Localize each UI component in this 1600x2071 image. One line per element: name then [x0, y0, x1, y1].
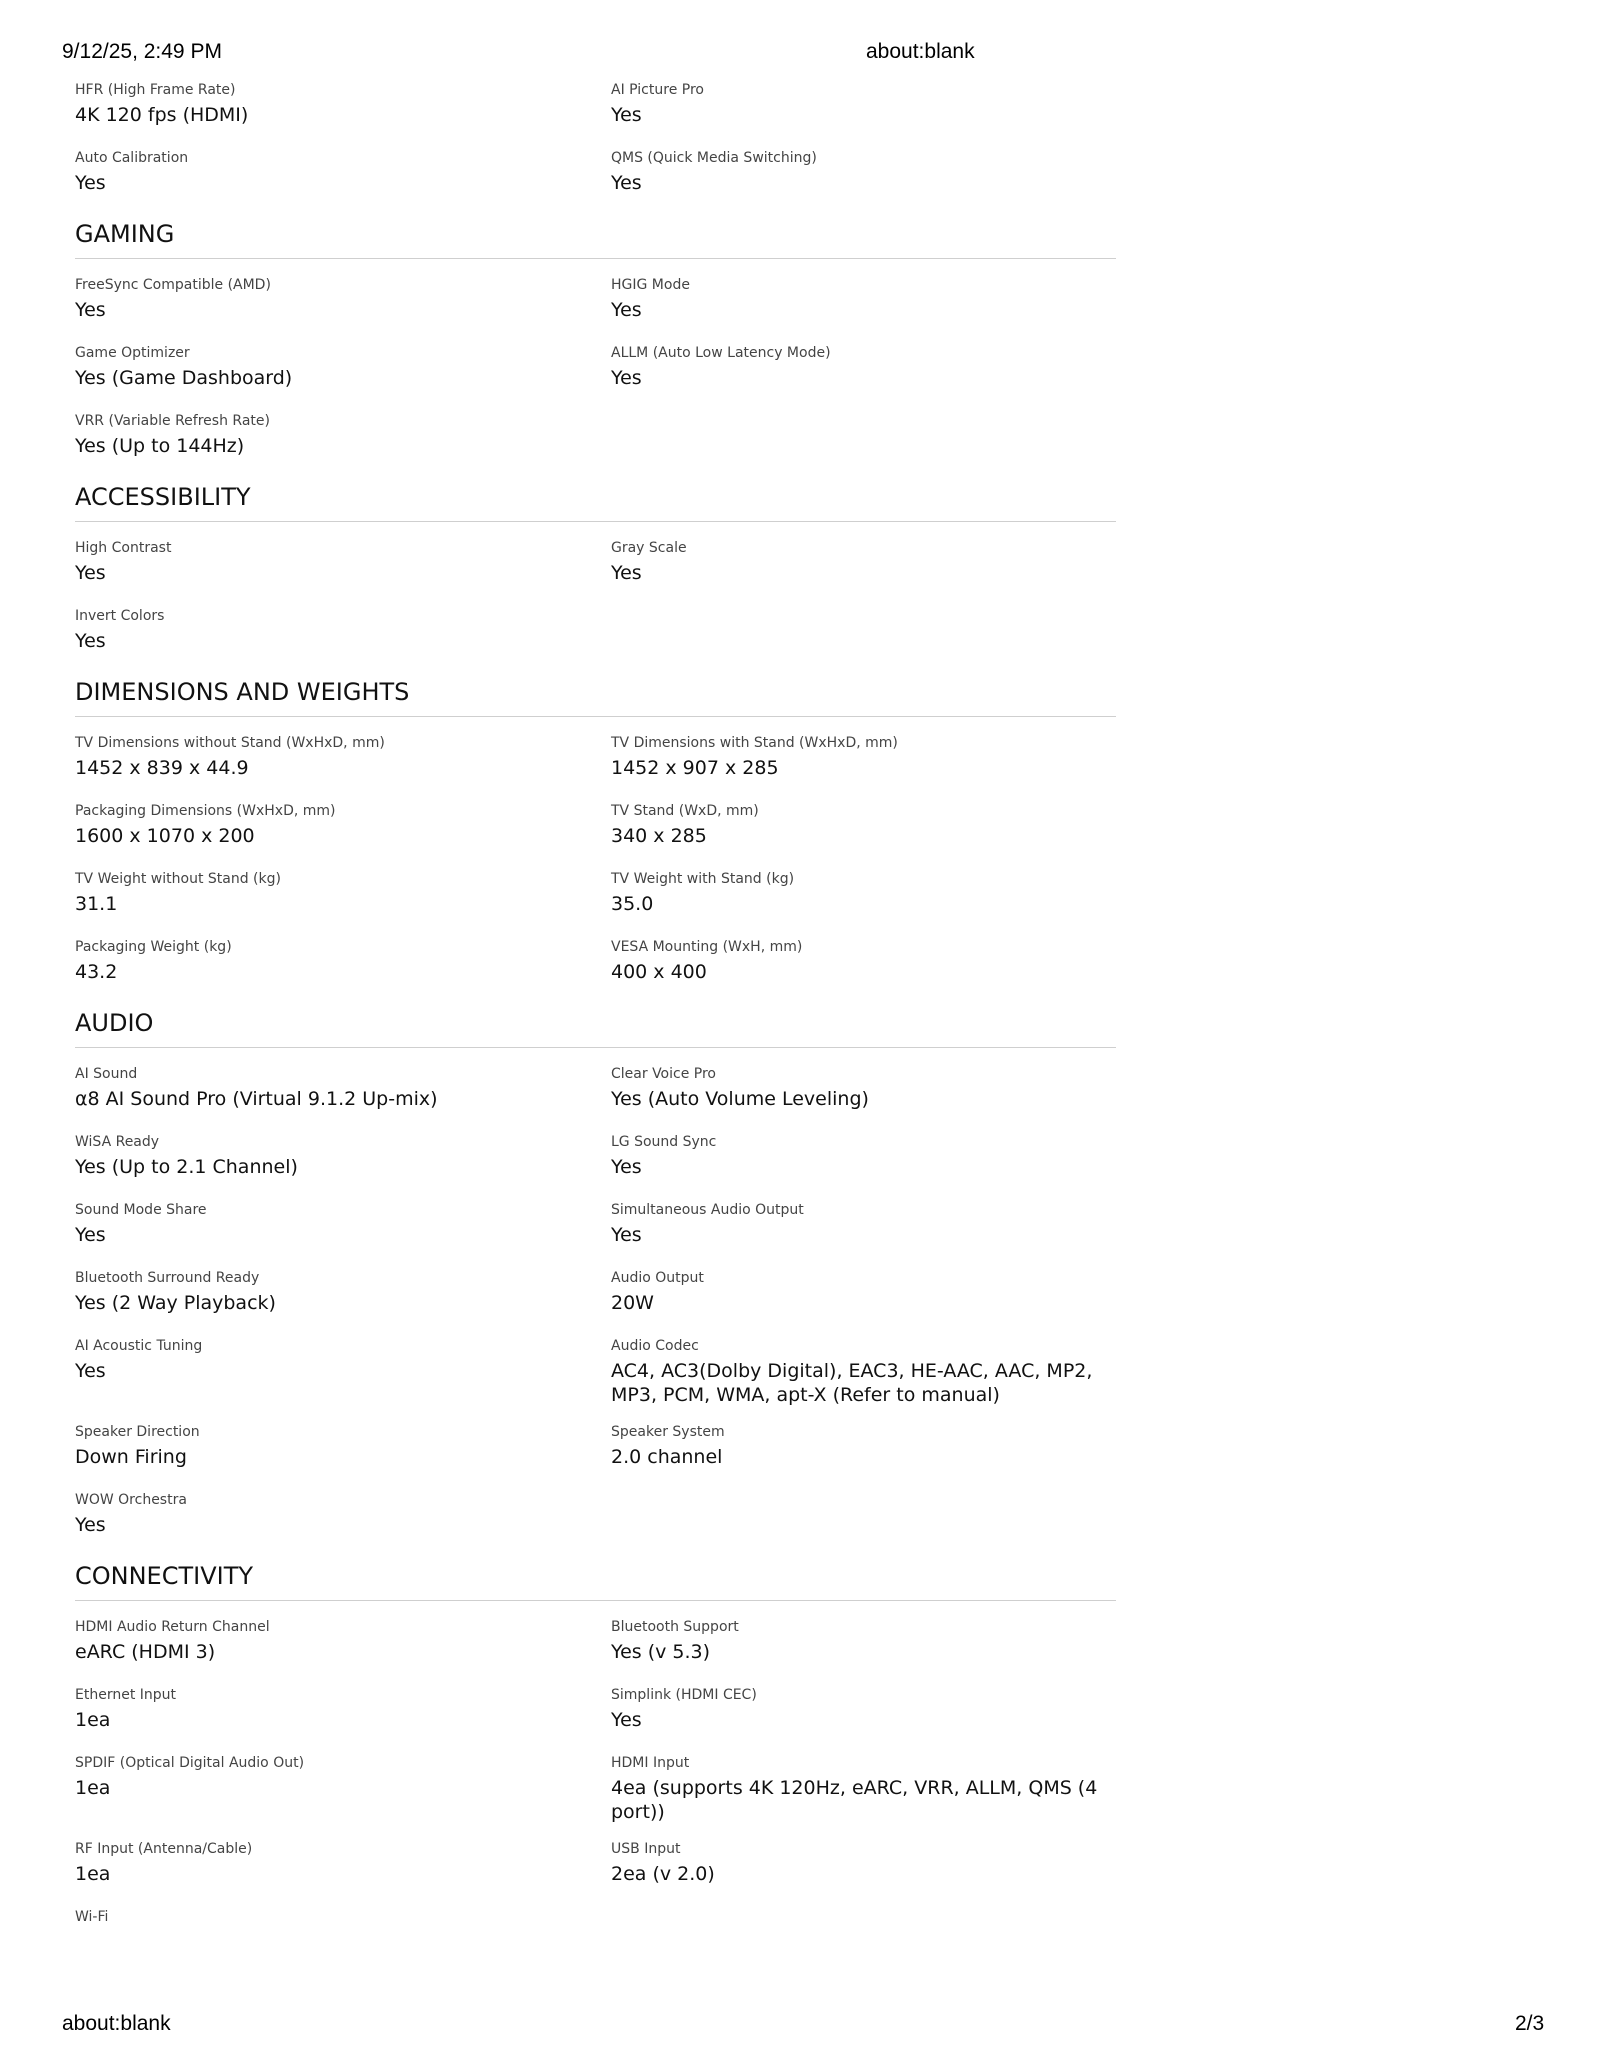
spec-value: Yes	[611, 367, 642, 389]
spec-section	[75, 1561, 1116, 1960]
spec-label: HGIG Mode	[611, 277, 690, 293]
spec-label: FreeSync Compatible (AMD)	[75, 277, 271, 293]
spec-label: AI Sound	[75, 1066, 138, 1082]
page-number: 2/3	[1515, 2012, 1545, 2035]
spec-item	[75, 1490, 611, 1543]
spec-sheet	[75, 80, 1116, 1960]
spec-label: RF Input (Antenna/Cable)	[75, 1841, 253, 1857]
spec-item	[611, 1753, 1116, 1824]
spec-label: Gray Scale	[611, 540, 687, 556]
section-title: CONNECTIVITY	[75, 1561, 1116, 1601]
spec-item	[611, 148, 1116, 201]
spec-value: Yes	[75, 630, 106, 652]
spec-value: Down Firing	[75, 1446, 187, 1468]
spec-label: AI Acoustic Tuning	[75, 1338, 203, 1354]
spec-label: LG Sound Sync	[611, 1134, 717, 1150]
spec-label: VRR (Variable Refresh Rate)	[75, 413, 270, 429]
spec-item	[611, 1268, 1116, 1321]
spec-section	[75, 1008, 1116, 1543]
spec-item	[75, 801, 611, 854]
spec-item	[611, 869, 1116, 922]
spec-item	[75, 1336, 611, 1407]
spec-value: α8 AI Sound Pro (Virtual 9.1.2 Up-mix)	[75, 1088, 438, 1110]
spec-value: Yes	[611, 172, 642, 194]
spec-item	[611, 538, 1116, 591]
spec-section	[75, 677, 1116, 990]
spec-value: Yes	[75, 172, 106, 194]
spec-item	[75, 343, 611, 396]
spec-value: Yes (v 5.3)	[611, 1641, 711, 1663]
spec-value: Yes	[75, 562, 106, 584]
print-header	[0, 40, 1600, 66]
spec-label: TV Weight without Stand (kg)	[75, 871, 281, 887]
spec-label: Audio Output	[611, 1270, 704, 1286]
section-title: DIMENSIONS AND WEIGHTS	[75, 677, 1116, 717]
spec-item	[75, 538, 611, 591]
spec-label: Audio Codec	[611, 1338, 699, 1354]
spec-value: 35.0	[611, 893, 654, 915]
spec-value: Yes	[75, 1514, 106, 1536]
spec-label: Simultaneous Audio Output	[611, 1202, 804, 1218]
spec-value: 1452 x 907 x 285	[611, 757, 779, 779]
spec-label: HFR (High Frame Rate)	[75, 82, 236, 98]
spec-item	[611, 1336, 1116, 1407]
spec-label: USB Input	[611, 1841, 681, 1857]
spec-label: WiSA Ready	[75, 1134, 160, 1150]
section-grid	[75, 538, 1116, 659]
spec-value: 1600 x 1070 x 200	[75, 825, 255, 847]
section-title: GAMING	[75, 219, 1116, 259]
spec-item	[611, 80, 1116, 133]
spec-label: Invert Colors	[75, 608, 165, 624]
spec-value: 43.2	[75, 961, 118, 983]
spec-label: Simplink (HDMI CEC)	[611, 1687, 757, 1703]
spec-label: Clear Voice Pro	[611, 1066, 716, 1082]
spec-label: HDMI Audio Return Channel	[75, 1619, 270, 1635]
spec-label: Auto Calibration	[75, 150, 189, 166]
section-grid	[75, 733, 1116, 990]
spec-item	[75, 1617, 611, 1670]
spec-value: Yes	[611, 1709, 642, 1731]
print-url: about:blank	[866, 40, 975, 63]
spec-value: 400 x 400	[611, 961, 707, 983]
spec-label: Game Optimizer	[75, 345, 190, 361]
spec-value: Yes	[75, 1360, 106, 1382]
spec-item	[75, 80, 611, 133]
spec-label: High Contrast	[75, 540, 172, 556]
spec-label: TV Weight with Stand (kg)	[611, 871, 795, 887]
spec-item	[75, 148, 611, 201]
spec-value: Yes	[611, 1156, 642, 1178]
spec-item	[611, 275, 1116, 328]
spec-value: 1ea	[75, 1709, 111, 1731]
spec-item	[75, 733, 611, 786]
spec-item	[75, 606, 611, 659]
spec-item	[611, 1422, 1116, 1475]
spec-label: TV Dimensions without Stand (WxHxD, mm)	[75, 735, 385, 751]
spec-value: 4K 120 fps (HDMI)	[75, 104, 249, 126]
footer-url: about:blank	[62, 2012, 171, 2035]
spec-value: Yes	[611, 299, 642, 321]
section-grid	[75, 1064, 1116, 1543]
spec-value: AC4, AC3(Dolby Digital), EAC3, HE-AAC, AAC, MP2, MP3, PCM, WMA, apt-X (Refer to manual)	[611, 1360, 1093, 1406]
spec-label: Packaging Dimensions (WxHxD, mm)	[75, 803, 336, 819]
spec-value: Yes	[611, 104, 642, 126]
spec-value: Yes	[75, 1224, 106, 1246]
spec-section	[75, 219, 1116, 464]
spec-label: Bluetooth Support	[611, 1619, 739, 1635]
spec-value: 340 x 285	[611, 825, 707, 847]
spec-item	[611, 1685, 1116, 1738]
spec-value: Yes (2 Way Playback)	[75, 1292, 276, 1314]
spec-value: 31.1	[75, 893, 118, 915]
spec-item	[75, 937, 611, 990]
spec-label: Packaging Weight (kg)	[75, 939, 232, 955]
spec-item	[75, 1422, 611, 1475]
spec-item	[75, 1268, 611, 1321]
spec-item	[75, 275, 611, 328]
spec-value: Yes (Up to 144Hz)	[75, 435, 245, 457]
spec-item	[611, 1617, 1116, 1670]
section-grid	[75, 275, 1116, 464]
spec-item	[75, 1685, 611, 1738]
spec-item	[611, 343, 1116, 396]
spec-label: ALLM (Auto Low Latency Mode)	[611, 345, 831, 361]
spec-item	[75, 1132, 611, 1185]
section-grid	[75, 1617, 1116, 1960]
spec-value: 1ea	[75, 1777, 111, 1799]
spec-value: Yes	[75, 299, 106, 321]
spec-item	[75, 1064, 611, 1117]
spec-label: TV Dimensions with Stand (WxHxD, mm)	[611, 735, 898, 751]
spec-item	[611, 801, 1116, 854]
spec-label: Sound Mode Share	[75, 1202, 207, 1218]
spec-label: Speaker Direction	[75, 1424, 200, 1440]
spec-item	[611, 937, 1116, 990]
top-specs-grid	[75, 80, 1116, 201]
spec-value: 2.0 channel	[611, 1446, 723, 1468]
print-datetime: 9/12/25, 2:49 PM	[62, 40, 222, 63]
spec-value: 20W	[611, 1292, 654, 1314]
spec-item	[75, 411, 611, 464]
spec-item	[611, 1200, 1116, 1253]
spec-value: Yes (Auto Volume Leveling)	[611, 1088, 869, 1110]
spec-value: 1452 x 839 x 44.9	[75, 757, 249, 779]
spec-item	[611, 1839, 1116, 1892]
spec-label: AI Picture Pro	[611, 82, 704, 98]
spec-value: Yes (Game Dashboard)	[75, 367, 293, 389]
spec-label: Bluetooth Surround Ready	[75, 1270, 260, 1286]
spec-sections	[75, 219, 1116, 1960]
spec-item	[75, 1907, 611, 1960]
spec-value: 2ea (v 2.0)	[611, 1863, 715, 1885]
spec-item	[75, 1200, 611, 1253]
spec-value: 1ea	[75, 1863, 111, 1885]
spec-label: VESA Mounting (WxH, mm)	[611, 939, 803, 955]
spec-label: Speaker System	[611, 1424, 725, 1440]
spec-label: HDMI Input	[611, 1755, 690, 1771]
spec-item	[75, 1839, 611, 1892]
spec-item	[75, 1753, 611, 1824]
print-footer	[0, 2012, 1600, 2038]
spec-item	[611, 1132, 1116, 1185]
spec-item	[611, 1064, 1116, 1117]
spec-value: Yes	[611, 1224, 642, 1246]
section-title: AUDIO	[75, 1008, 1116, 1048]
spec-value: eARC (HDMI 3)	[75, 1641, 216, 1663]
spec-label: QMS (Quick Media Switching)	[611, 150, 817, 166]
spec-label: Ethernet Input	[75, 1687, 177, 1703]
spec-label: TV Stand (WxD, mm)	[611, 803, 759, 819]
section-title: ACCESSIBILITY	[75, 482, 1116, 522]
spec-item	[611, 733, 1116, 786]
spec-section	[75, 482, 1116, 659]
spec-item	[75, 869, 611, 922]
spec-label: SPDIF (Optical Digital Audio Out)	[75, 1755, 305, 1771]
spec-label: WOW Orchestra	[75, 1492, 187, 1508]
spec-label: Wi-Fi	[75, 1909, 109, 1925]
spec-value: Yes	[611, 562, 642, 584]
spec-value: Yes (Up to 2.1 Channel)	[75, 1156, 298, 1178]
spec-value: 4ea (supports 4K 120Hz, eARC, VRR, ALLM, QMS (4 port))	[611, 1777, 1098, 1823]
